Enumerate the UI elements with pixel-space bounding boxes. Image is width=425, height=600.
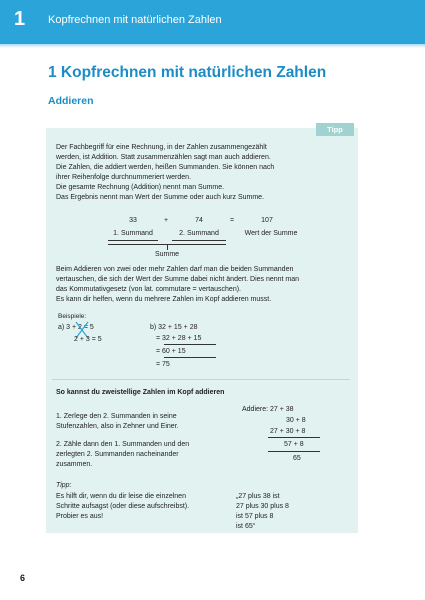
example-b-line: = 32 + 28 + 15 [156,335,202,342]
sum-result-value: 107 [261,217,273,224]
equals-sign: = [229,217,235,224]
intro-line: Der Fachbegriff für eine Rechnung, in der Zahlen zusammengezählt [56,144,267,151]
intro-line: Die Zahlen, die addiert werden, heißen Summanden. Sie können nach [56,164,275,171]
calc-line: 30 + 8 [286,417,306,424]
spoken-line: „27 plus 38 ist [236,493,280,500]
plus-sign: + [163,217,169,224]
example-a-line-2: 2 + 3 = 5 [74,336,102,343]
example-b-underline [164,344,216,345]
example-b-line: = 75 [156,361,170,368]
sum-value-label: Wert der Summe [244,230,298,237]
example-a-line-1: a) 3 + 2 = 5 [58,324,94,331]
example-b-line: = 60 + 15 [156,348,186,355]
example-b-underline [164,357,216,358]
commutative-line: vertauschen, die sich der Wert der Summe dabei nicht ändert. Dies nennt man [56,276,300,283]
step-line: Stufenzahlen, also in Zehner und Einer. [56,423,179,430]
divider [52,379,350,380]
intro-line: werden, ist Addition. Statt zusammenzählen sagt man auch addieren. [56,154,271,161]
method-title: So kannst du zweistellige Zahlen im Kopf addieren [56,389,225,396]
sum-label: Summe [154,251,180,258]
summand-1-underline [108,240,158,241]
summand-2-label: 2. Summand [179,230,219,237]
section-heading: Addieren [48,95,94,107]
chapter-number: 1 [14,8,26,30]
calc-line: Addiere: 27 + 38 [242,406,294,413]
calc-underline [268,451,320,452]
summand-2-value: 74 [195,217,203,224]
intro-line: ihrer Reihenfolge durchnummeriert werden. [56,174,192,181]
tip-label: Tipp [316,123,354,136]
step-line: zerlegten 2. Summanden nacheinander [56,451,179,458]
summand-1-value: 33 [129,217,137,224]
calc-underline [268,437,320,438]
spoken-line: ist 57 plus 8 [236,513,274,520]
step-line: 2. Zähle dann den 1. Summanden und den [56,441,190,448]
calc-line: 27 + 30 + 8 [270,428,306,435]
calc-line: 65 [293,455,301,462]
spoken-line: 27 plus 30 plus 8 [236,503,289,510]
summand-1-label: 1. Summand [113,230,153,237]
commutative-line: Beim Addieren von zwei oder mehr Zahlen darf man die beiden Summanden [56,266,294,273]
examples-label: Beispiele: [58,313,87,320]
commutative-line: Es kann dir helfen, wenn du mehrere Zahlen im Kopf addieren musst. [56,296,272,303]
spoken-line: ist 65“ [236,523,256,530]
step-line: 1. Zerlege den 2. Summanden in seine [56,413,177,420]
commutative-line: das Kommutativgesetz (von lat. commutare = vertauschen). [56,286,241,293]
intro-line: Die gesamte Rechnung (Addition) nennt man Summe. [56,184,225,191]
step-line: zusammen. [56,461,93,468]
calc-line: 57 + 8 [284,441,304,448]
summand-2-underline [172,240,226,241]
page-number: 6 [20,573,26,583]
tip-text-line: Probier es aus! [56,513,104,520]
tip-text-title: Tipp: [56,482,72,489]
page-heading: 1 Kopfrechnen mit natürlichen Zahlen [48,64,327,81]
intro-line: Das Ergebnis nennt man Wert der Summe oder auch kurz Summe. [56,194,265,201]
chapter-title: Kopfrechnen mit natürlichen Zahlen [48,14,222,26]
tip-text-line: Schritte aufsagst (oder diese aufschreibst). [56,503,190,510]
example-b-line: b) 32 + 15 + 28 [150,324,198,331]
tip-text-line: Es hilft dir, wenn du dir leise die einzelnen [56,493,186,500]
header-brush-edge [0,38,425,48]
